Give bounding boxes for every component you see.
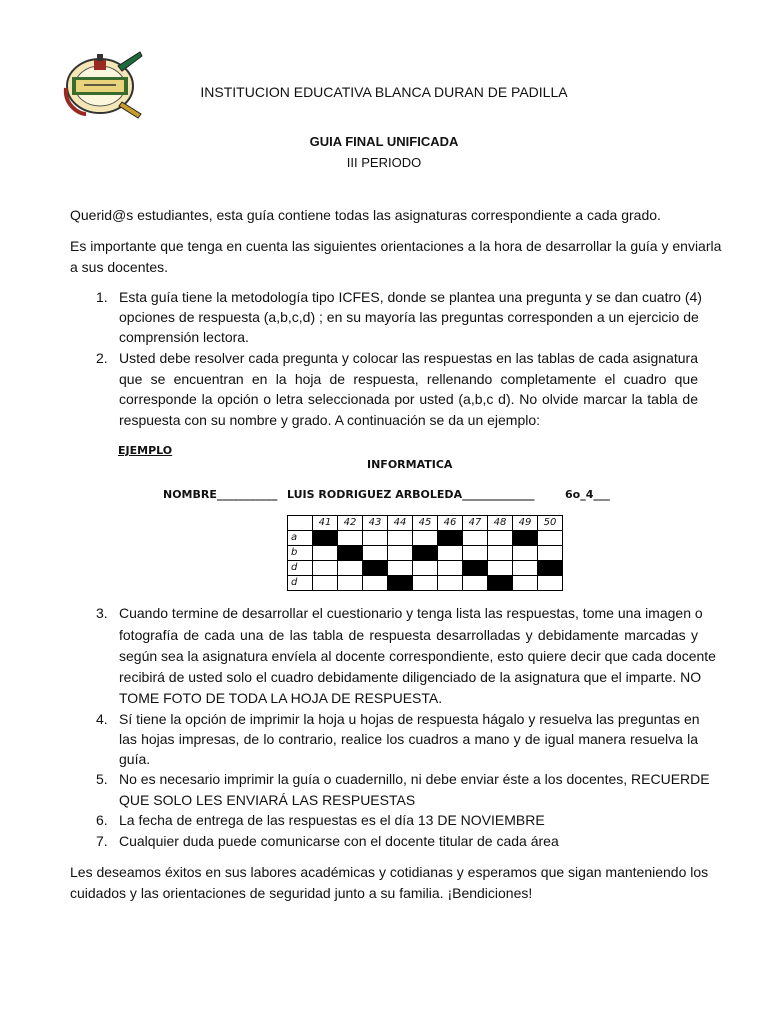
list-number: 4.: [96, 711, 108, 727]
answer-grid-col-header: 44: [388, 516, 413, 531]
answer-cell: [313, 546, 338, 561]
list-number: 6.: [96, 812, 108, 828]
answer-cell-filled: [463, 561, 488, 576]
list-item-line: No es necesario imprimir la guía o cuadernillo, ni debe enviar éste a los docentes, RECUERDE: [119, 771, 710, 787]
answer-cell: [463, 576, 488, 591]
example-subject: INFORMATICA: [367, 458, 453, 471]
important-line-2: a sus docentes.: [70, 259, 169, 275]
list-item-line: QUE SOLO LES ENVIARÁ LAS RESPUESTAS: [119, 792, 416, 808]
answer-cell: [488, 546, 513, 561]
answer-cell-filled: [538, 561, 563, 576]
example-name-value: LUIS RODRIGUEZ ARBOLEDA_: [287, 488, 468, 501]
list-item-line: Cuando termine de desarrollar el cuestionario y tenga lista las respuestas, tome una imagen o: [119, 605, 703, 621]
list-item-line: guía.: [119, 751, 151, 767]
list-number: 3.: [96, 605, 108, 621]
answer-cell: [338, 531, 363, 546]
answer-cell: [538, 531, 563, 546]
list-item-line: Usted debe resolver cada pregunta y colocar las respuestas en las tablas de cada asignatura: [119, 350, 698, 366]
answer-cell-filled: [363, 561, 388, 576]
answer-cell: [363, 576, 388, 591]
answer-grid-row-label: d: [288, 576, 313, 591]
answer-cell: [413, 561, 438, 576]
answer-grid-row-label: b: [288, 546, 313, 561]
answer-cell: [313, 561, 338, 576]
list-number: 1.: [96, 289, 108, 305]
answer-grid-col-header: 48: [488, 516, 513, 531]
answer-grid-col-header: 49: [513, 516, 538, 531]
answer-grid-col-header: 41: [313, 516, 338, 531]
list-item-line: Sí tiene la opción de imprimir la hoja u hojas de respuesta hágalo y resuelva las preguntas en: [119, 711, 700, 727]
answer-grid-col-header: 50: [538, 516, 563, 531]
answer-cell-filled: [313, 531, 338, 546]
answer-grid-col-header: 43: [363, 516, 388, 531]
list-number: 7.: [96, 833, 108, 849]
answer-cell: [513, 561, 538, 576]
example-heading: EJEMPLO: [118, 444, 173, 457]
answer-cell-filled: [413, 546, 438, 561]
answer-cell: [538, 546, 563, 561]
example-grade: 6o_4___: [565, 488, 610, 501]
list-item-line: según sea la asignatura envíela al docente correspondiente, esto quiere decir que cada docente: [119, 648, 716, 664]
answer-cell: [413, 531, 438, 546]
example-answer-grid: [287, 515, 563, 591]
list-item-line: TOME FOTO DE TODA LA HOJA DE RESPUESTA.: [119, 690, 443, 706]
answer-grid-row: [288, 546, 563, 561]
closing-line-2: cuidados y las orientaciones de seguridad junto a su familia. ¡Bendiciones!: [70, 885, 533, 901]
answer-cell: [538, 576, 563, 591]
answer-cell: [388, 546, 413, 561]
answer-cell: [338, 561, 363, 576]
example-name-blank: _____________: [463, 488, 535, 501]
list-item-line: La fecha de entrega de las respuestas es el día 13 DE NOVIEMBRE: [119, 812, 545, 828]
answer-grid-row-label: d: [288, 561, 313, 576]
answer-cell: [488, 531, 513, 546]
list-item-line: Esta guía tiene la metodología tipo ICFES, donde se plantea una pregunta y se dan cuatro (4): [119, 289, 702, 305]
list-item-line: corresponde la opción o letra seleccionada por usted (a,b,c d). No olvide marcar la tabla de: [119, 391, 698, 407]
period-label: III PERIODO: [346, 155, 422, 170]
answer-cell: [313, 576, 338, 591]
answer-grid-corner: [288, 516, 313, 531]
answer-cell: [438, 546, 463, 561]
important-line-1: Es importante que tenga en cuenta las siguientes orientaciones a la hora de desarrollar la guía y enviarla: [70, 238, 722, 254]
closing-line-1: Les deseamos éxitos en sus labores académicas y cotidianas y esperamos que sigan manteniendo los: [70, 864, 709, 880]
answer-grid-row: [288, 576, 563, 591]
list-number: 2.: [96, 350, 108, 366]
answer-cell: [388, 531, 413, 546]
list-item-line: recibirá de usted solo el cuadro debidamente diligenciado de la asignatura que el imparte. NO: [119, 669, 702, 685]
list-item-line: fotografía de cada una de las tabla de respuesta desarrolladas y debidamente marcadas y: [119, 627, 698, 643]
answer-grid-col-header: 45: [413, 516, 438, 531]
guide-title: GUIA FINAL UNIFICADA: [309, 134, 459, 149]
list-item-line: respuesta con su nombre y grado. A continuación se da un ejemplo:: [119, 412, 541, 428]
answer-cell: [338, 576, 363, 591]
list-item-line: Cualquier duda puede comunicarse con el docente titular de cada área: [119, 833, 559, 849]
example-name-label: NOMBRE___________: [163, 488, 278, 501]
answer-cell-filled: [488, 576, 513, 591]
answer-grid-col-header: 42: [338, 516, 363, 531]
answer-cell: [363, 546, 388, 561]
list-number: 5.: [96, 771, 108, 787]
list-item-line: comprensión lectora.: [119, 329, 249, 345]
answer-cell: [513, 576, 538, 591]
answer-cell: [463, 546, 488, 561]
answer-grid-header-row: [288, 516, 563, 531]
answer-cell: [388, 561, 413, 576]
answer-cell-filled: [513, 531, 538, 546]
answer-grid-col-header: 47: [463, 516, 488, 531]
list-item-line: que se encuentran en la hoja de respuesta, rellenando completamente el cuadro que: [119, 371, 698, 387]
answer-grid-row-label: a: [288, 531, 313, 546]
answer-cell: [363, 531, 388, 546]
answer-cell: [438, 561, 463, 576]
answer-grid-row: [288, 531, 563, 546]
answer-cell: [488, 561, 513, 576]
answer-cell: [463, 531, 488, 546]
answer-grid-row: [288, 561, 563, 576]
answer-cell: [413, 576, 438, 591]
list-item-line: las hojas impresas, de lo contrario, realice los cuadros a mano y de igual manera resuelva la: [119, 731, 698, 747]
answer-cell-filled: [338, 546, 363, 561]
greeting-paragraph: Querid@s estudiantes, esta guía contiene todas las asignaturas correspondiente a cada grado.: [70, 207, 661, 223]
answer-cell: [438, 576, 463, 591]
answer-cell-filled: [438, 531, 463, 546]
institution-name: INSTITUCION EDUCATIVA BLANCA DURAN DE PADILLA: [200, 84, 568, 100]
list-item-line: opciones de respuesta (a,b,c,d) ; en su mayoría las preguntas corresponden a un ejercicio de: [119, 309, 699, 325]
answer-cell: [513, 546, 538, 561]
answer-grid-col-header: 46: [438, 516, 463, 531]
answer-cell-filled: [388, 576, 413, 591]
